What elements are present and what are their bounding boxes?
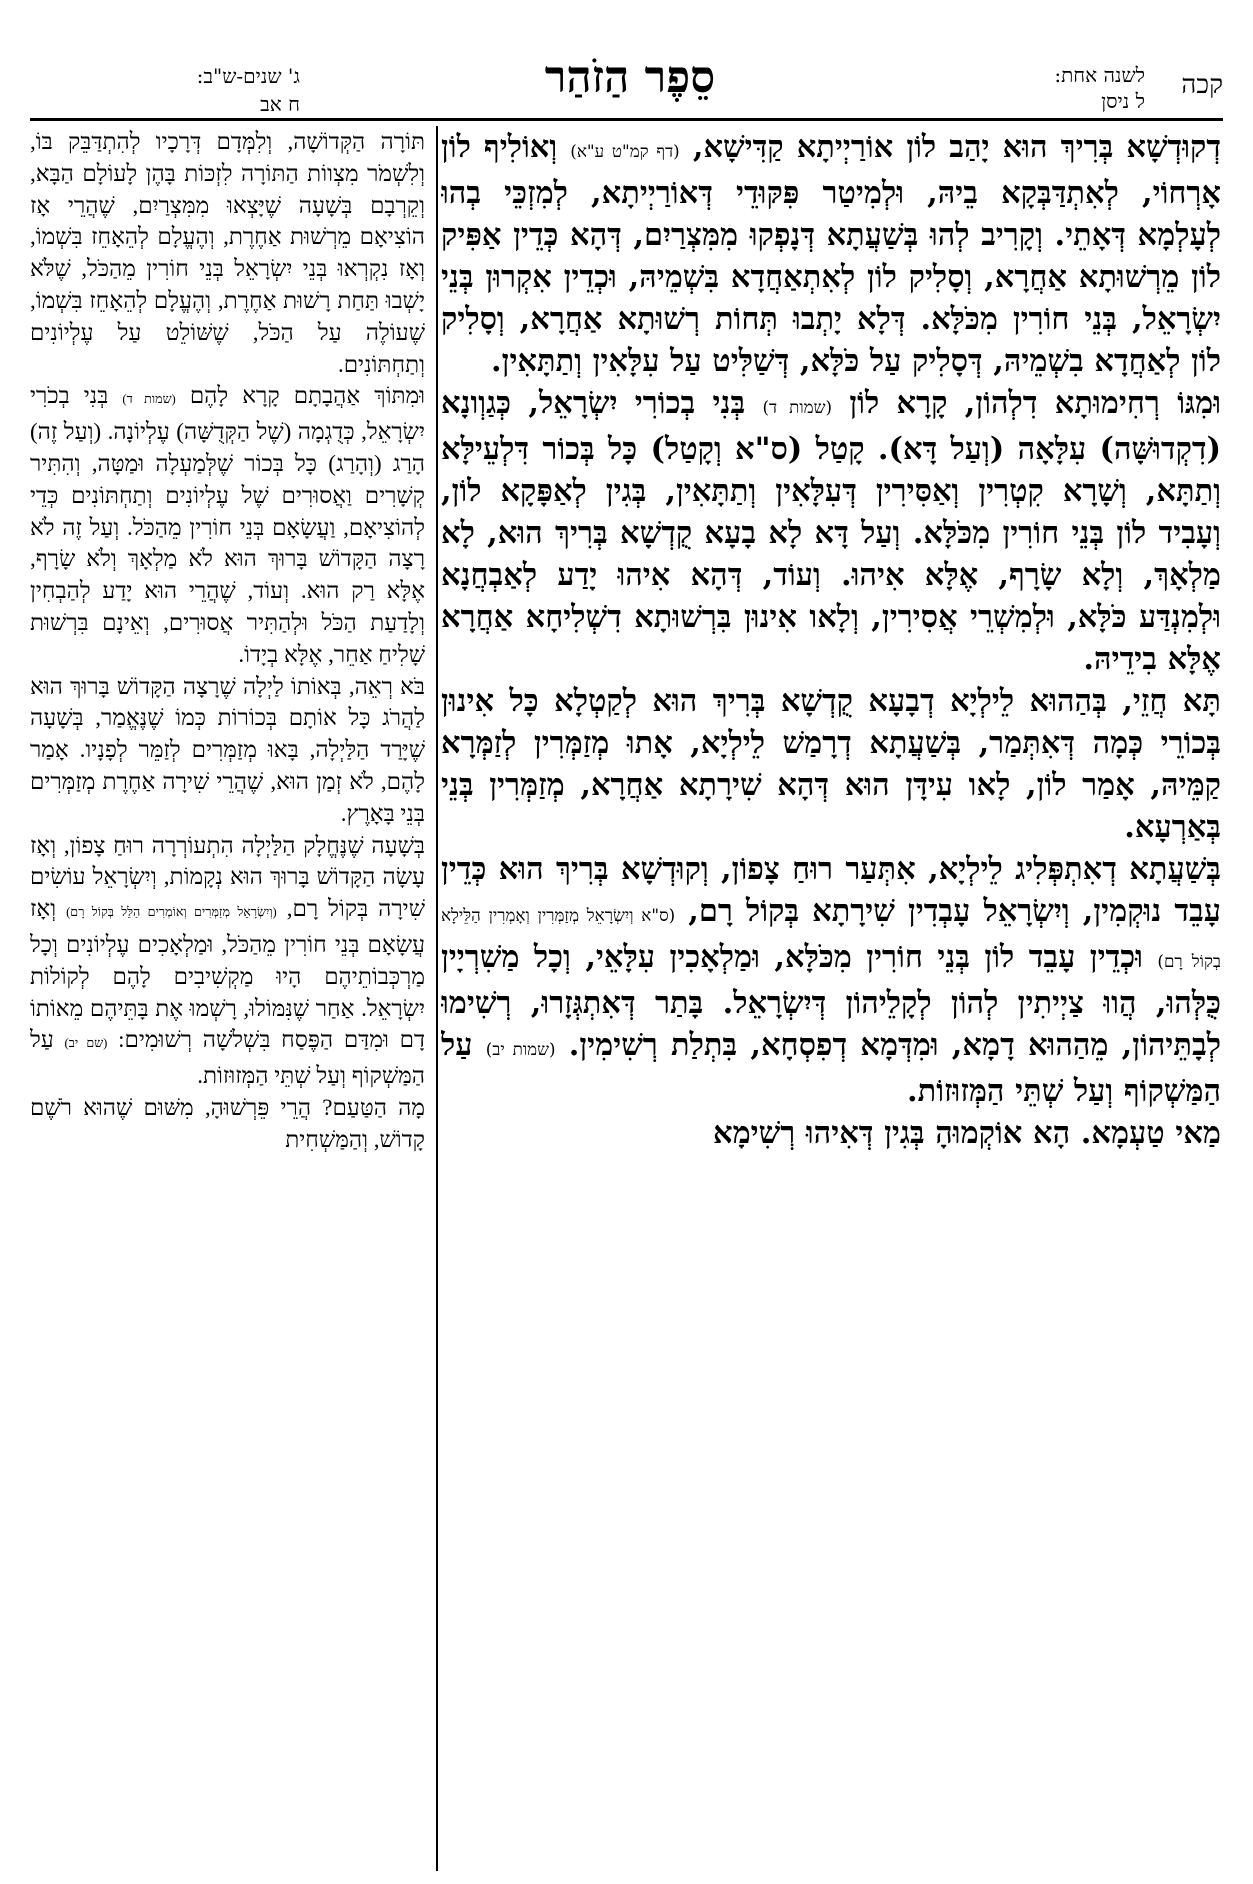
side-p4-text: בְּשָׁעָה שֶׁנֶּחֱלָק הַלַּיְלָה הִתְעוֹרְרָה רוּחַ צָפוֹן, וְאָז עָשָׂה הַקָּדוֹשׁ בָּרוּךְ הוּא נְקָמוֹת, וְיִשְׂרָאֵל עוֹשִׂים שִׁירָה בְּקוֹל רָם, [30, 832, 425, 922]
main-p1-text2: וְאוֹלִיף לוֹן אָרְחוֹי, לְאִתְדַּבְּקָא בֵיהּ, וּלְמִיטַר פִּקּוּדֵי דְּאוֹרַיְיתָא, לְמִזְכֵּי בְהוּ לְעָלְמָא דְּאָתֵי. וְקָרִיב לְהוּ בְּשַׁעֲתָא דְּנָפְקוּ מִמִּצְרַיִם, דְּהָא כְּדֵין אַפִּיק לוֹן מֵרְשׁוּתָא אַחֲרָא, וְסָלִיק לוֹן לְאִתְאַחֲדָא בִּשְׁמֵיהּ, וּכְדֵין אִקְרוּן בְּנֵי יִשְׂרָאֵל, בְּנֵי חוֹרִין מִכֹּלָּא. דְּלָא יָתְבוּ תְּחוֹת רְשׁוּתָא אַחֲרָא, וְסָלִיק לוֹן לְאַחֲדָא בִשְׁמֵיהּ, דְּסָלִיק עַל כֹּלָּא, דְּשַׁלִּיט עַל עִלָּאִין וְתַתָּאִין. [441, 129, 1221, 379]
main-paragraph-1 [441, 126, 1221, 382]
three-year-label: ג' שנים-ש"ב: [196, 64, 300, 88]
main-paragraph-5 [441, 1112, 1221, 1154]
main-p1-text: דְקוּדְשָׁא בְּרִיךְ הוּא יָהַב לוֹן אוֹרַיְיתָא קַדִּישָׁא, [679, 129, 1221, 165]
side-paragraph-5 [30, 1092, 425, 1156]
three-year-schedule [40, 62, 300, 118]
main-p4-text: בְּשַׁעֲתָא דְאִתְפְּלִיג לֵילְיָא, אִתְּעַר רוּחַ צָפוֹן, וְקוּדְשָׁא בְּרִיךְ הוּא כְּדֵין עָבֵד נוּקְמִין, וְיִשְׂרָאֵל עָבְדִין שִׁירָתָא בְּקוֹל רָם, [441, 851, 1221, 929]
side-p5-text: מָה הַטַּעַם? הֲרֵי פֵּרְשׁוּהָ, מִשּׁוּם שֶׁהוּא רֹשֶׁם קָדוֹשׁ, וְהַמַּשְׁחִית [30, 1094, 425, 1152]
three-year-date: ח אב [260, 92, 300, 116]
main-paragraph-2 [441, 382, 1221, 680]
side-p4-text2: וְאָז עֲשָׂאָם בְּנֵי חוֹרִין מֵהַכֹּל, וּמַלְאָכִים עֶלְיוֹנִים וְכָל מַרְכְּבוֹתֵיהֶם הָיוּ מַקְשִׁיבִים לָהֶם לְקוֹלוֹת יִשְׂרָאֵל. אַחַר שֶׁנִּמּוֹלוּ, רָשְׁמוּ אֶת בָּתֵּיהֶם מֵאוֹתוֹ דָם וּמִדַּם הַפֶּסַח בִּשְׁלֹשָׁה רְשׁוּמִים: [30, 896, 425, 1053]
side-paragraph-2 [30, 380, 425, 670]
main-p4-text3: עַל הַמַּשְׁקוֹף וְעַל שְׁתֵּי הַמְּזוּזוֹת. [441, 1027, 1221, 1109]
book-title: סֵפֶר הַזֹהַר [544, 52, 716, 103]
side-paragraph-1 [30, 126, 425, 380]
side-paragraph-4 [30, 830, 425, 1092]
side-p3-text: בֹּא רְאֵה, בְּאוֹתוֹ לַיְלָה שֶׁרָצָה הַקָּדוֹשׁ בָּרוּךְ הוּא לַהֲרֹג כָּל אוֹתָם בְּכוֹרוֹת כְּמוֹ שֶׁנֶּאֱמַר, בְּשָׁעָה שֶׁיָּרַד הַלַּיְלָה, בָּאוּ מְזַמְּרִים לְזַמֵּר לְפָנָיו. אָמַר לָהֶם, לֹא זְמַן הוּא, שֶׁהֲרֵי שִׁירָה אַחֶרֶת מְזַמְּרִים בְּנֵי בָּאָרֶץ. [30, 673, 425, 826]
main-p2-ref: (שמות ד) [762, 397, 833, 417]
main-p4-ref: (ס"א וְיִשְׂרָאֵל מְזַמְּרִין וְאָמְרִין הַלֵּילָא בְקוֹל רָם) [441, 905, 1221, 971]
main-p2-text: וּמִגּוֹ רְחִימוּתָא דִלְהוֹן, קָרָא לוֹן [832, 385, 1221, 421]
main-paragraph-3 [441, 680, 1221, 848]
main-p4-text2: וּכְדֵין עָבֵד לוֹן בְּנֵי חוֹרִין מִכֹּלָּא, וּמַלְאָכִין עִלָּאֵי, וְכָל מַשִׁרְיָין כֻּלְּהוּ, הֲווּ צַיְיתִין לְהוֹן לְקָלֵיהוֹן דְּיִשְׂרָאֵל. בָּתַר דְּאִתְגְּזָרוּ, רְשִׁימוּ לְבָתֵּיהוֹן, מֵהַהוּא דָמָא, וּמִדְּמָא דְפִסְחָא, בִּתְלַת רְשִׁימִין. [441, 939, 1221, 1063]
side-p4-ref2: (שם יב) [64, 1036, 108, 1051]
main-p4-ref2: (שמות יב) [485, 1039, 556, 1059]
side-paragraph-3 [30, 671, 425, 830]
one-year-label: לשנה אחת: [1054, 63, 1145, 87]
side-p4-text3: עַל הַמַּשְׁקוֹף וְעַל שְׁתֵּי הַמְּזוּזוֹת. [30, 1027, 425, 1089]
one-year-date: ל ניסן [1101, 89, 1145, 113]
side-p1-text: תּוֹרָה הַקְּדוֹשָׁה, וְלִמְּדָם דְּרָכָיו לְהִתְדַּבֵּק בּוֹ, וְלִשְׁמֹר מִצְווֹת הַתּוֹרָה לִזְכּוֹת בָּהֶן לָעוֹלָם הַבָּא, וְקֵרְבָם בְּשָׁעָה שֶׁיָּצְאוּ מִמִּצְרַיִם, שֶׁהֲרֵי אָז הוֹצִיאָם מֵרְשׁוּת אַחֶרֶת, וְהֶעֱלָם לְהֵאָחֵז בִּשְׁמוֹ, וְאָז נִקְרְאוּ בְּנֵי יִשְׂרָאֵל בְּנֵי חוֹרִין מֵהַכֹּל, שֶׁלֹּא יָשְׁבוּ תַּחַת רָשׁוּת אַחֶרֶת, וְהֶעֱלָם לְהֵאָחֵז בִּשְׁמוֹ, שֶׁעוֹלֶה עַל הַכֹּל, שֶׁשּׁוֹלֵט עַל עֶלְיוֹנִים וְתַחְתּוֹנִים. [30, 129, 425, 377]
header-rule [30, 118, 1223, 121]
header-right [923, 62, 1223, 132]
side-p2-text: וּמִתּוֹךְ אַהֲבָתָם קָרָא לָהֶם [175, 383, 425, 409]
column-divider [436, 126, 438, 1871]
main-p1-ref: (דף קמ"ט ע"א) [570, 141, 680, 161]
side-p4-ref: (וְיִשְׂרָאֵל מְזַמְּרִים וְאוֹמְרִים הַלֵּל בְּקוֹל רָם) [66, 905, 277, 920]
main-text-column [441, 126, 1221, 1871]
main-p5-text: מַאי טַעְמָא. הָא אוֹקְמוּהָ בְּגִין דְּאִיהוּ רְשִׁימָא [713, 1115, 1221, 1151]
side-p2-text2: בְּנִי בְכֹרִי יִשְׂרָאֵל, כְּדֻגְמָה (שֶׁל הַקְּדֻשָּׁה) עֶלְיוֹנָה. (וְעַל זֶה) הָרַג (וְהָרַג) כָּל בְּכוֹר שֶׁלְּמַעְלָה וּמַטָּה, וְהִתִּיר קְשָׁרִים וַאֲסוּרִים שֶׁל עֶלְיוֹנִים וְתַחְתּוֹנִים כְּדֵי לְהוֹצִיאָם, וַעֲשָׂאָם בְּנֵי חוֹרִין מֵהַכֹּל. וְעַל זֶה לֹא רָצָה הַקָּדוֹשׁ בָּרוּךְ הוּא לֹא מַלְאָךְ וְלֹא שָׂרָף, אֶלָּא רַק הוּא. וְעוֹד, שֶׁהֲרֵי הוּא יָדַע לְהַבְחִין וְלָדַעַת הַכֹּל וּלְהַתִּיר אֲסוּרִים, וְאֵינָם בִּרְשׁוּת שָׁלִיחַ אַחֵר, אֶלָּא בְיָדוֹ. [30, 383, 425, 667]
page-number: קכה [1181, 70, 1223, 100]
one-year-schedule [1054, 62, 1145, 114]
translation-column [30, 126, 425, 1871]
main-p2-text2: בְּנִי בְכוֹרִי יִשְׂרָאֵל, כְּגַוְונָא (דִקְדוּשָּׁה) עִלָּאָה (וְעַל דָּא). קָטַל (ס"א וְקָטַל) כָּל בְּכוֹר דִּלְעֵילָּא וְתַתָּא, וְשָׁרָא קִטְרִין וְאַסִּירִין דְּעִלָּאִין וְתַתָּאִין, בְּגִין לְאַפָּקָא לוֹן, וְעָבִיד לוֹן בְּנֵי חוֹרִין מִכֹּלָּא. וְעַל דָּא לָא בָעָא קֻדְשָׁא בְּרִיךְ הוּא, לָא מַלְאָךְ, וְלָא שָׂרָף, אֶלָּא אִיהוּ. וְעוֹד, דְּהָא אִיהוּ יָדַע לְאַבְחֲנָא וּלְמִנְדַּע כֹּלָּא, וּלְמִשְׁרֵי אֲסִירִין, וְלָאו אִינוּן בִּרְשׁוּתָא דִשְׁלִיחָא אַחֲרָא אֶלָּא בִידֵיהּ. [441, 385, 1221, 677]
side-p2-ref: (שמות ד) [122, 392, 176, 407]
main-paragraph-4 [441, 848, 1221, 1112]
main-p3-text: תָּא חֲזֵי, בְּהַהוּא לֵילְיָא דְבָעָא קֻדְשָׁא בְּרִיךְ הוּא לְקַטְלָא כָּל אִינוּן בְּכוֹרֵי כְּמָה דְּאִתְּמַר, בְּשַׁעֲתָא דְרָמַשׁ לֵילְיָא, אָתוּ מְזַמְּרִין לְזַמְּרָא קַמֵּיהּ, אָמַר לוֹן, לָאו עִידָּן הוּא דְּהָא שִׁירָתָא אַחֲרָא, מְזַמְּרִין בְּנֵי בְּאַרְעָא. [441, 683, 1221, 845]
